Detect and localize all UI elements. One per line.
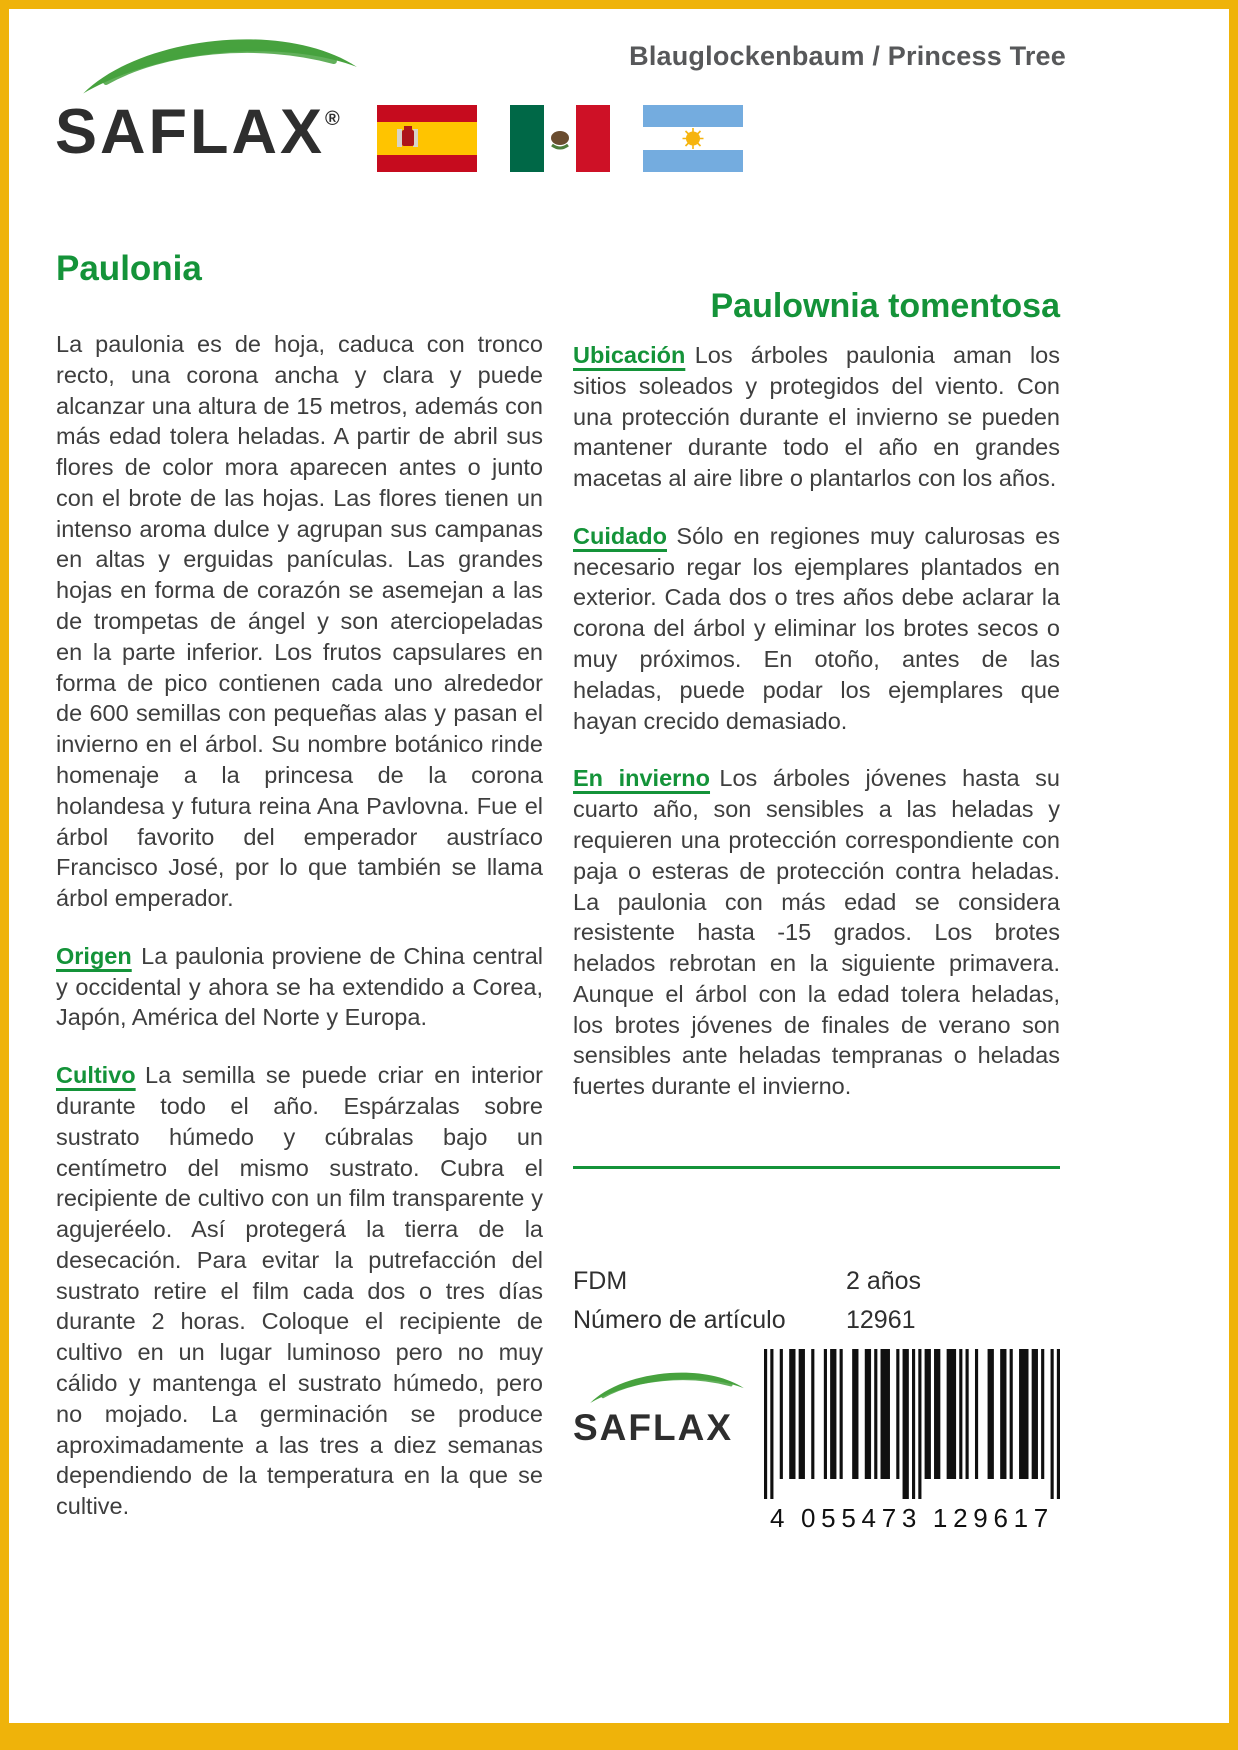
section-text-origen: La paulonia proviene de China central y occidental y ahora se ha extendido a Corea, Japón, América del Norte y Europa. [56,942,543,1031]
section-text-cultivo: La semilla se puede criar en interior durante todo el año. Espárzalas sobre sustrato húmedo y cúbralas bajo un centímetro del mismo sustrato. Cubra el recipiente de cultivo con un film transparente y agujeréelo. Así protegerá la tierra de la desecación. Para evitar la putrefacción del sustrato retire el film cada dos o tres días durante 2 horas. Coloque el recipiente de cultivo en un lugar luminoso pero no muy cálido y mantenga el sustrato húmedo, pero no mojado. La germinación se produce aproximadamente a las tres a diez semanas dependiendo de la temperatura en la que se cultive. [56,1062,543,1520]
section-text-ubicacion: Los árboles paulonia aman los sitios soleados y protegidos del viento. Con una protección durante el invierno se pueden mantener durante todo el año en grandes macetas al aire libre o plantarlos con los años. [573,342,1060,492]
section-label-cuidado: Cuidado [573,522,667,549]
divider [573,1166,1060,1169]
section-label-cultivo: Cultivo [56,1062,136,1089]
section-text-cuidado: Sólo en regiones muy calurosas es necesario regar los ejemplares plantados en exterior. Cada dos o tres años debe aclarar la corona del árbol y eliminar los brotes secos o muy próximos. En otoño, antes de las heladas, puede podar los ejemplares que hayan crecido demasiado. [573,522,1060,734]
right-column [573,241,1060,1534]
flag-mexico-icon [510,105,610,172]
flag-argentina-icon [643,105,743,172]
brand-name-text: SAFLAX [55,97,325,167]
barcode [764,1349,1060,1534]
barcode-number [764,1503,1060,1534]
footer-brand-name: SAFLAX [573,1406,733,1448]
flag-spain-icon [377,105,477,172]
section-cuidado [573,521,1060,736]
section-label-origen: Origen [56,942,132,969]
language-flags [377,105,743,172]
section-text-en-invierno: Los árboles jóvenes hasta su cuarto año, son sensibles a las heladas y requieren una protección correspondiente con paja o esteras de protección contra heladas. La paulonia con más edad se considera resistente hasta -15 grados. Los brotes helados rebrotan en la siguiente primavera. Aunque el árbol con la edad tolera heladas, los brotes jóvenes de finales de verano son sensibles ante heladas tempranas o heladas fuertes durante el invierno. [573,765,1060,1100]
footer-bottom [573,1349,1060,1534]
left-column [56,241,543,1534]
product-names: Blauglockenbaum / Princess Tree [629,41,1066,71]
barcode-bars [764,1349,1060,1499]
header [9,9,1229,241]
barcode-digit-group: 129617 [932,1502,1054,1533]
section-en-invierno [573,763,1060,1102]
field-label-article-number: Número de artículo [573,1305,786,1334]
brand-name [55,97,367,167]
section-cultivo [56,1060,543,1522]
section-ubicacion [573,340,1060,494]
barcode-digit-group: 055473 [801,1502,923,1533]
botanical-name: Paulownia tomentosa [710,287,1060,325]
section-label-en-invierno: En invierno [573,765,711,792]
product-fields [573,1267,1060,1335]
logo-swoosh-icon [77,27,363,103]
footer-brand-logo [573,1349,756,1446]
page-title: Paulonia [56,249,202,288]
field-label-fdm: FDM [573,1266,628,1295]
content-columns [9,241,1229,1534]
intro-paragraph: La paulonia es de hoja, caduca con tronco recto, una corona ancha y clara y puede alcanzar una altura de 15 metros, además con más edad tolera heladas. A partir de abril sus flores de color mora aparecen antes o junto con el brote de las hojas. Las flores tienen un intenso aroma dulce y agrupan sus campanas en altas y erguidas panículas. Las grandes hojas en forma de corazón se asemejan a las de trompetas de ángel y son aterciopeladas en la parte inferior. Los frutos capsulares en forma de pico contienen cada uno alrededor de 600 semillas con pequeñas alas y pasan el invierno en el árbol. Su nombre botánico rinde homenaje a la princesa de la corona holandesa y futura reina Ana Pavlovna. Fue el árbol favorito del emperador austríaco Francisco José, por lo que también se llama árbol emperador. [56,331,543,912]
field-value-article-number: 12961 [846,1305,916,1334]
field-row-fdm [573,1267,1060,1296]
registered-trademark: ® [325,108,343,130]
section-label-ubicacion: Ubicación [573,342,686,368]
field-value-fdm: 2 años [846,1266,922,1295]
field-row-article-number [573,1306,1060,1335]
footer-logo-swoosh-icon [587,1365,747,1409]
barcode-digit-group: 4 [770,1502,791,1533]
section-origen [56,941,543,1033]
brand-logo [55,27,367,167]
